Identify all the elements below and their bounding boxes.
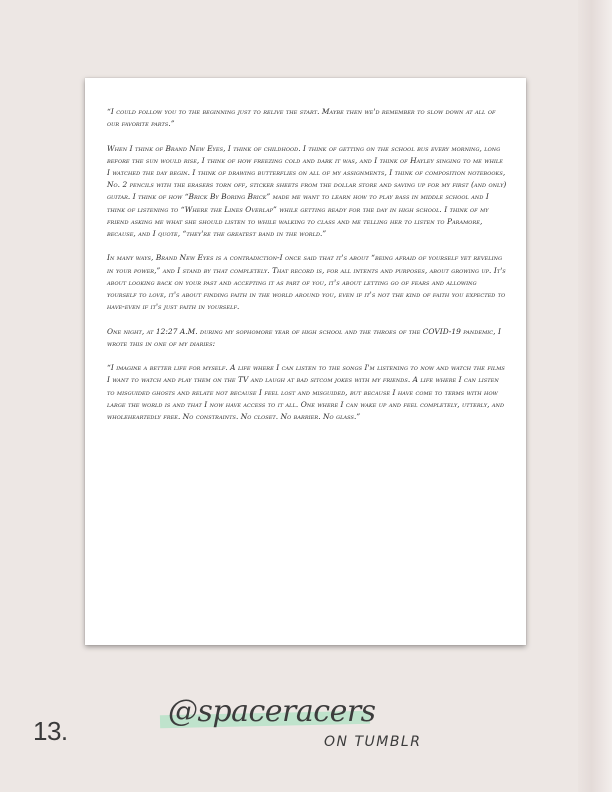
paragraph-diary-intro: One night, at 12:27 A.M. during my sophomore year of high school and the throes of the COVID-19 pandemic, I wrote this in one of my diaries: <box>107 326 501 348</box>
paragraph-childhood: When I think of Brand New Eyes, I think of childhood. I think of getting on the school bus every morning, long before the sun would rise, I think of how freezing cold and dark it was, and I think of Hayley singing to me while I watched the day begin. I think of drawing butterflies on all of my assignments, I think of composition notebooks, No. 2 pencils with the erasers torn off, sticker sheets from the dollar store and saving up for my first (and only) guitar. I think of how “Brick By Boring Brick” made me want to learn how to play bass in middle school and I think of listening to “Where the Lines Overlap” while getting ready for the day in high school. I think of my friend asking me what she should listen to while walking to class and me telling her to listen to Paramore, because, and I quote, “they're the greatest band in the world.” <box>107 143 507 239</box>
essay-text <box>107 106 507 435</box>
opening-quote: “I could follow you to the beginning just to relive the start. Maybe then we'd remember to slow down at all of our favorite parts.” <box>107 107 496 129</box>
diary-quote: “I imagine a better life for myself. A life where I can listen to the songs I'm listening to now and watch the films I want to watch and play them on the TV and laugh at bad sitcom jokes with my friends. A life where I can listen to misguided ghosts and relate not because I feel lost and misguided, but because I have come to terms with how large the world is and that I now have access to it all. One where I can wake up and feel completely, utterly, and wholeheartedly free. No constraints. No closet. No barrier. No glass.” <box>107 363 505 422</box>
paragraph-contradiction: In many ways, Brand New Eyes is a contradiction-I once said that it's about “being afraid of yourself yet reveling in your power,” and I stand by that completely. That record is, for all intents and purposes, about growing up. It's about looking back on your past and accepting it as part of you, it's about letting go of fears and allowing yourself to love, it's about finding faith in the world around you, even if it's not the kind of faith you expected to have-even if it's just faith in yourself. <box>107 253 506 312</box>
paper-sheet <box>85 78 526 645</box>
page-number: 13. <box>33 716 68 746</box>
author-handle: @spaceracers <box>168 694 376 729</box>
platform-label: ON TUMBLR <box>324 734 422 750</box>
page-edge-shadow <box>578 0 612 792</box>
